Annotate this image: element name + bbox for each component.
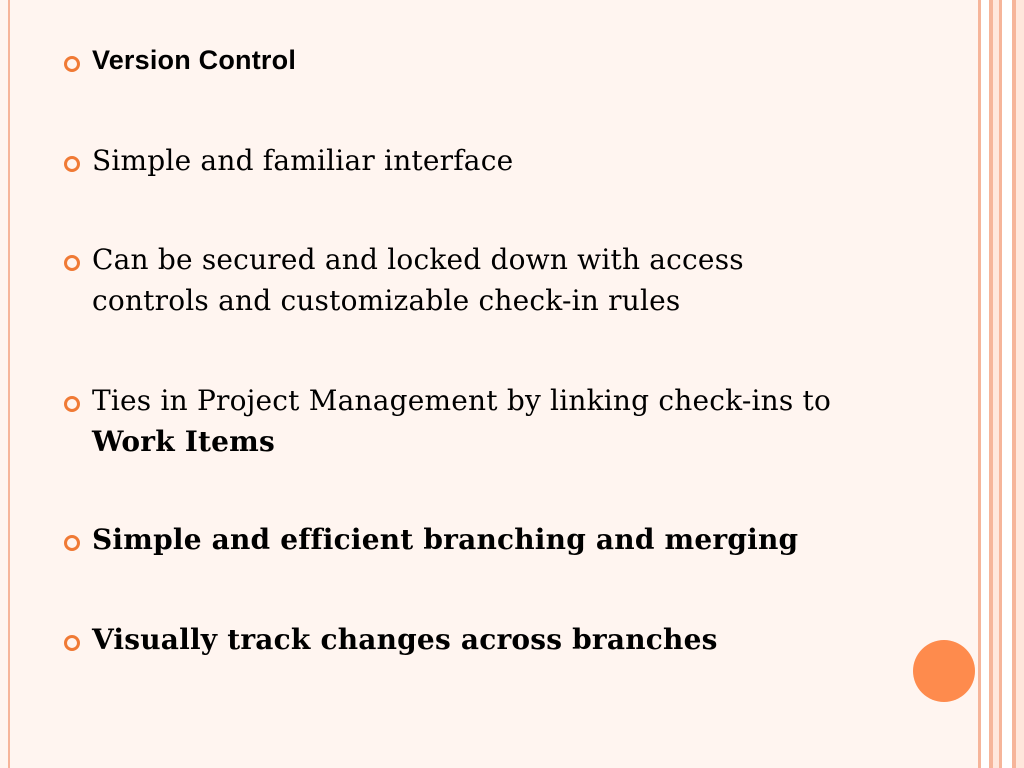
bullet-text: Simple and efficient branching and merging bbox=[92, 523, 799, 556]
bullet-text bbox=[92, 239, 932, 321]
right-stripe bbox=[981, 0, 989, 768]
right-stripe bbox=[1016, 0, 1024, 768]
bullet-text: Simple and familiar interface bbox=[92, 144, 514, 177]
bullet-text bbox=[92, 380, 932, 462]
bullet-circle-icon bbox=[64, 56, 80, 72]
bullet-text-emphasis: Work Items bbox=[92, 425, 275, 458]
left-divider-line bbox=[8, 0, 10, 768]
bullet-text: Visually track changes across branches bbox=[92, 623, 718, 656]
bullet-text-line: Ties in Project Management by linking check-ins to bbox=[92, 384, 832, 417]
bullet-text-line: Can be secured and locked down with access bbox=[92, 243, 744, 276]
bullet-circle-icon bbox=[64, 156, 80, 172]
bullet-text-line: controls and customizable check-in rules bbox=[92, 284, 681, 317]
bullet-circle-icon bbox=[64, 635, 80, 651]
bullet-heading: Version Control bbox=[92, 45, 297, 75]
bullet-circle-icon bbox=[64, 255, 80, 271]
bullet-circle-icon bbox=[64, 396, 80, 412]
right-stripe bbox=[1002, 0, 1012, 768]
bullet-circle-icon bbox=[64, 535, 80, 551]
